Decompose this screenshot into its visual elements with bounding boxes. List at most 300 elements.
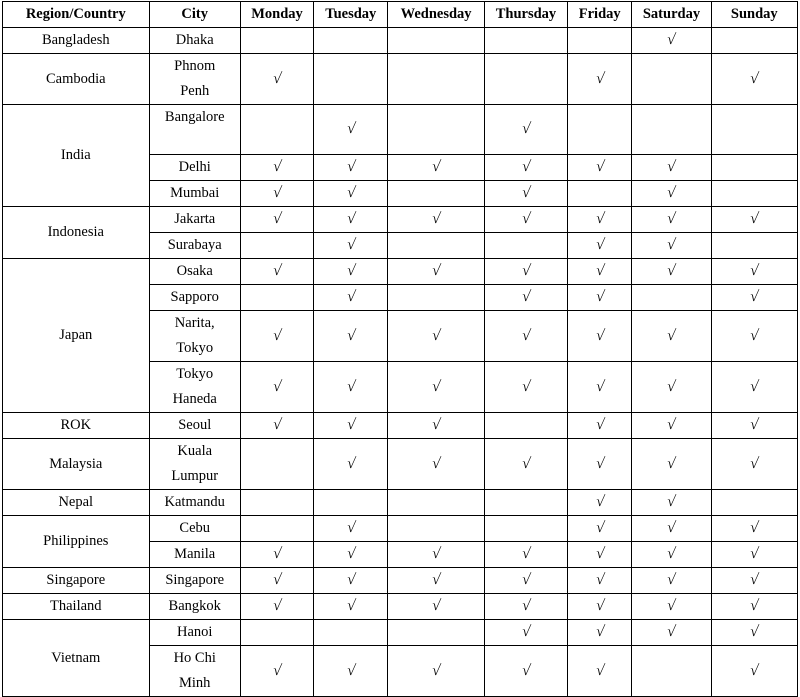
checkmark-icon: √ [520, 598, 532, 614]
day-cell-friday [568, 568, 632, 594]
day-cell-monday [240, 362, 313, 413]
day-cell-monday [240, 646, 313, 697]
city-name-line: Ho Chi [173, 650, 216, 666]
checkmark-icon: √ [271, 572, 283, 588]
day-cell-saturday [632, 233, 711, 259]
day-cell-tuesday [314, 516, 388, 542]
region-cell: Indonesia [3, 207, 150, 259]
checkmark-icon: √ [430, 598, 442, 614]
day-cell-saturday [632, 490, 711, 516]
day-cell-friday [568, 285, 632, 311]
checkmark-icon: √ [749, 520, 760, 536]
day-cell-sunday [711, 439, 797, 490]
day-cell-saturday [632, 155, 711, 181]
day-cell-thursday [484, 259, 567, 285]
city-name-line: Surabaya [167, 237, 222, 253]
checkmark-icon: √ [749, 211, 760, 227]
checkmark-icon: √ [345, 546, 357, 562]
table-row [3, 568, 798, 594]
region-cell: Thailand [3, 594, 150, 620]
city-name-line: Tokyo [176, 366, 214, 382]
day-cell-tuesday [314, 439, 388, 490]
checkmark-icon: √ [430, 572, 442, 588]
city-cell [149, 155, 240, 181]
table-row [3, 516, 798, 542]
checkmark-icon: √ [666, 378, 677, 395]
checkmark-icon: √ [271, 378, 283, 395]
day-cell-tuesday [314, 620, 388, 646]
day-cell-tuesday [314, 490, 388, 516]
checkmark-icon: √ [594, 289, 606, 305]
day-cell-monday [240, 311, 313, 362]
checkmark-icon: √ [749, 455, 760, 472]
city-name-line: Lumpur [171, 468, 219, 484]
day-cell-sunday [711, 362, 797, 413]
header-monday: Monday [240, 2, 313, 28]
day-cell-saturday [632, 516, 711, 542]
checkmark-icon: √ [594, 211, 606, 227]
city-name-line: Penh [180, 83, 210, 99]
checkmark-icon: √ [594, 662, 606, 679]
checkmark-icon: √ [345, 263, 357, 279]
day-cell-thursday [484, 542, 567, 568]
header-sunday: Sunday [711, 2, 797, 28]
table-body [3, 28, 798, 697]
day-cell-monday [240, 207, 313, 233]
day-cell-monday [240, 594, 313, 620]
day-cell-sunday [711, 155, 797, 181]
checkmark-icon: √ [430, 263, 442, 279]
day-cell-saturday [632, 646, 711, 697]
city-cell [149, 646, 240, 697]
day-cell-monday [240, 181, 313, 207]
city-cell [149, 413, 240, 439]
day-cell-thursday [484, 181, 567, 207]
checkmark-icon: √ [749, 624, 760, 640]
checkmark-icon: √ [345, 289, 357, 305]
checkmark-icon: √ [271, 159, 283, 175]
day-cell-tuesday [314, 181, 388, 207]
table-row [3, 620, 798, 646]
checkmark-icon: √ [520, 624, 532, 640]
table-row [3, 594, 798, 620]
checkmark-icon: √ [749, 289, 760, 305]
day-cell-saturday [632, 105, 711, 155]
checkmark-icon: √ [345, 662, 357, 679]
city-cell [149, 207, 240, 233]
city-name-line: Seoul [178, 417, 212, 433]
day-cell-monday [240, 568, 313, 594]
day-cell-sunday [711, 413, 797, 439]
city-cell [149, 105, 240, 155]
day-cell-wednesday [388, 646, 484, 697]
checkmark-icon: √ [749, 417, 760, 433]
day-cell-wednesday [388, 54, 484, 105]
checkmark-icon: √ [594, 455, 606, 472]
day-cell-tuesday [314, 542, 388, 568]
city-name-line: Dhaka [175, 32, 214, 48]
day-cell-sunday [711, 54, 797, 105]
day-cell-friday [568, 233, 632, 259]
checkmark-icon: √ [345, 417, 357, 433]
table-row [3, 54, 798, 105]
checkmark-icon: √ [666, 237, 677, 253]
header-thursday: Thursday [484, 2, 567, 28]
checkmark-icon: √ [520, 289, 532, 305]
flight-schedule-table [2, 1, 798, 697]
day-cell-monday [240, 439, 313, 490]
table-row [3, 207, 798, 233]
region-cell: Malaysia [3, 439, 150, 490]
city-name-line: Katmandu [164, 494, 225, 510]
day-cell-thursday [484, 568, 567, 594]
checkmark-icon: √ [271, 211, 283, 227]
city-name-line: Cebu [179, 520, 211, 536]
table-row [3, 413, 798, 439]
day-cell-wednesday [388, 439, 484, 490]
day-cell-wednesday [388, 233, 484, 259]
header-row [3, 2, 798, 28]
checkmark-icon: √ [749, 572, 760, 588]
day-cell-friday [568, 620, 632, 646]
checkmark-icon: √ [749, 70, 760, 87]
checkmark-icon: √ [594, 263, 606, 279]
day-cell-wednesday [388, 259, 484, 285]
day-cell-sunday [711, 490, 797, 516]
city-name-line: Narita, [174, 315, 215, 331]
day-cell-sunday [711, 181, 797, 207]
table-row [3, 259, 798, 285]
checkmark-icon: √ [520, 327, 532, 344]
header-saturday: Saturday [632, 2, 711, 28]
checkmark-icon: √ [666, 598, 677, 614]
day-cell-wednesday [388, 105, 484, 155]
day-cell-tuesday [314, 207, 388, 233]
city-name-line: Singapore [165, 572, 225, 588]
day-cell-sunday [711, 646, 797, 697]
checkmark-icon: √ [430, 211, 442, 227]
day-cell-tuesday [314, 285, 388, 311]
day-cell-sunday [711, 28, 797, 54]
city-name-line: Bangkok [168, 598, 221, 614]
checkmark-icon: √ [594, 598, 606, 614]
day-cell-thursday [484, 646, 567, 697]
checkmark-icon: √ [594, 520, 606, 536]
day-cell-tuesday [314, 594, 388, 620]
day-cell-wednesday [388, 568, 484, 594]
day-cell-saturday [632, 620, 711, 646]
checkmark-icon: √ [520, 121, 532, 137]
checkmark-icon: √ [749, 263, 760, 279]
day-cell-saturday [632, 285, 711, 311]
day-cell-friday [568, 207, 632, 233]
checkmark-icon: √ [520, 455, 532, 472]
city-cell [149, 28, 240, 54]
checkmark-icon: √ [666, 185, 677, 201]
checkmark-icon: √ [345, 211, 357, 227]
checkmark-icon: √ [594, 327, 606, 344]
day-cell-friday [568, 542, 632, 568]
day-cell-saturday [632, 362, 711, 413]
day-cell-saturday [632, 28, 711, 54]
day-cell-friday [568, 646, 632, 697]
day-cell-thursday [484, 439, 567, 490]
day-cell-friday [568, 181, 632, 207]
day-cell-sunday [711, 568, 797, 594]
day-cell-monday [240, 259, 313, 285]
city-name-line: Phnom [174, 58, 216, 74]
checkmark-icon: √ [520, 263, 532, 279]
table-row [3, 490, 798, 516]
checkmark-icon: √ [749, 598, 760, 614]
city-cell [149, 439, 240, 490]
day-cell-monday [240, 54, 313, 105]
day-cell-wednesday [388, 362, 484, 413]
city-name-line: Kuala [177, 443, 213, 459]
day-cell-saturday [632, 181, 711, 207]
day-cell-sunday [711, 542, 797, 568]
checkmark-icon: √ [430, 159, 442, 175]
checkmark-icon: √ [271, 417, 283, 433]
checkmark-icon: √ [520, 662, 532, 679]
city-name-line: Tokyo [176, 340, 214, 356]
day-cell-wednesday [388, 594, 484, 620]
city-name-line: Bangalore [164, 109, 225, 125]
checkmark-icon: √ [594, 417, 606, 433]
day-cell-wednesday [388, 285, 484, 311]
day-cell-thursday [484, 413, 567, 439]
day-cell-friday [568, 311, 632, 362]
day-cell-wednesday [388, 490, 484, 516]
day-cell-sunday [711, 620, 797, 646]
checkmark-icon: √ [520, 211, 532, 227]
day-cell-wednesday [388, 413, 484, 439]
checkmark-icon: √ [271, 185, 283, 201]
table-row [3, 28, 798, 54]
day-cell-thursday [484, 207, 567, 233]
checkmark-icon: √ [345, 159, 357, 175]
checkmark-icon: √ [666, 417, 677, 433]
day-cell-monday [240, 285, 313, 311]
region-cell: ROK [3, 413, 150, 439]
day-cell-saturday [632, 259, 711, 285]
checkmark-icon: √ [271, 70, 283, 87]
checkmark-icon: √ [666, 520, 677, 536]
checkmark-icon: √ [666, 211, 677, 227]
city-name-line: Osaka [176, 263, 213, 279]
checkmark-icon: √ [666, 327, 677, 344]
checkmark-icon: √ [271, 598, 283, 614]
checkmark-icon: √ [666, 494, 677, 510]
header-region: Region/Country [3, 2, 150, 28]
checkmark-icon: √ [594, 378, 606, 395]
day-cell-monday [240, 542, 313, 568]
day-cell-tuesday [314, 28, 388, 54]
checkmark-icon: √ [345, 455, 357, 472]
city-name-line: Manila [174, 546, 216, 562]
day-cell-saturday [632, 54, 711, 105]
checkmark-icon: √ [594, 70, 606, 87]
checkmark-icon: √ [430, 327, 442, 344]
day-cell-thursday [484, 155, 567, 181]
day-cell-sunday [711, 105, 797, 155]
day-cell-friday [568, 105, 632, 155]
city-name-line: Jakarta [174, 211, 216, 227]
day-cell-tuesday [314, 155, 388, 181]
checkmark-icon: √ [520, 159, 532, 175]
city-cell [149, 516, 240, 542]
day-cell-tuesday [314, 311, 388, 362]
checkmark-icon: √ [271, 327, 283, 344]
city-cell [149, 311, 240, 362]
day-cell-wednesday [388, 542, 484, 568]
day-cell-monday [240, 233, 313, 259]
day-cell-wednesday [388, 620, 484, 646]
day-cell-thursday [484, 233, 567, 259]
table-row [3, 105, 798, 155]
day-cell-thursday [484, 594, 567, 620]
day-cell-monday [240, 620, 313, 646]
checkmark-icon: √ [520, 378, 532, 395]
checkmark-icon: √ [749, 378, 760, 395]
region-cell: Philippines [3, 516, 150, 568]
day-cell-friday [568, 594, 632, 620]
checkmark-icon: √ [430, 417, 442, 433]
checkmark-icon: √ [666, 624, 677, 640]
day-cell-saturday [632, 439, 711, 490]
region-cell: Singapore [3, 568, 150, 594]
city-cell [149, 620, 240, 646]
city-cell [149, 362, 240, 413]
day-cell-friday [568, 362, 632, 413]
checkmark-icon: √ [345, 598, 357, 614]
day-cell-sunday [711, 259, 797, 285]
day-cell-monday [240, 155, 313, 181]
checkmark-icon: √ [749, 327, 760, 344]
day-cell-thursday [484, 105, 567, 155]
day-cell-sunday [711, 594, 797, 620]
checkmark-icon: √ [520, 572, 532, 588]
day-cell-friday [568, 490, 632, 516]
checkmark-icon: √ [345, 327, 357, 344]
day-cell-wednesday [388, 181, 484, 207]
checkmark-icon: √ [430, 455, 442, 472]
day-cell-monday [240, 516, 313, 542]
city-name-line: Mumbai [170, 185, 220, 201]
header-wednesday: Wednesday [388, 2, 484, 28]
city-name-line: Haneda [172, 391, 217, 407]
day-cell-thursday [484, 490, 567, 516]
region-cell: India [3, 105, 150, 207]
city-cell [149, 54, 240, 105]
checkmark-icon: √ [666, 159, 677, 175]
day-cell-sunday [711, 285, 797, 311]
day-cell-thursday [484, 54, 567, 105]
day-cell-friday [568, 439, 632, 490]
city-name-line: Minh [179, 675, 211, 691]
region-cell: Japan [3, 259, 150, 413]
day-cell-monday [240, 28, 313, 54]
day-cell-sunday [711, 516, 797, 542]
day-cell-saturday [632, 311, 711, 362]
day-cell-monday [240, 105, 313, 155]
checkmark-icon: √ [594, 237, 606, 253]
checkmark-icon: √ [749, 662, 760, 679]
day-cell-tuesday [314, 362, 388, 413]
day-cell-friday [568, 259, 632, 285]
day-cell-tuesday [314, 105, 388, 155]
day-cell-tuesday [314, 259, 388, 285]
header-tuesday: Tuesday [314, 2, 388, 28]
day-cell-tuesday [314, 233, 388, 259]
checkmark-icon: √ [345, 378, 357, 395]
day-cell-sunday [711, 207, 797, 233]
day-cell-thursday [484, 285, 567, 311]
day-cell-tuesday [314, 646, 388, 697]
day-cell-thursday [484, 362, 567, 413]
region-cell: Nepal [3, 490, 150, 516]
checkmark-icon: √ [594, 624, 606, 640]
day-cell-friday [568, 413, 632, 439]
city-cell [149, 285, 240, 311]
checkmark-icon: √ [345, 520, 357, 536]
day-cell-thursday [484, 28, 567, 54]
city-name-line: Sapporo [170, 289, 219, 305]
day-cell-saturday [632, 594, 711, 620]
city-cell [149, 181, 240, 207]
checkmark-icon: √ [430, 378, 442, 395]
checkmark-icon: √ [749, 546, 760, 562]
checkmark-icon: √ [345, 237, 357, 253]
day-cell-wednesday [388, 28, 484, 54]
day-cell-thursday [484, 516, 567, 542]
day-cell-wednesday [388, 516, 484, 542]
checkmark-icon: √ [594, 494, 606, 510]
checkmark-icon: √ [271, 662, 283, 679]
day-cell-monday [240, 413, 313, 439]
checkmark-icon: √ [271, 546, 283, 562]
table-row [3, 439, 798, 490]
city-cell [149, 259, 240, 285]
day-cell-friday [568, 516, 632, 542]
checkmark-icon: √ [520, 546, 532, 562]
day-cell-saturday [632, 542, 711, 568]
day-cell-sunday [711, 233, 797, 259]
day-cell-tuesday [314, 413, 388, 439]
day-cell-friday [568, 28, 632, 54]
checkmark-icon: √ [666, 32, 677, 48]
checkmark-icon: √ [666, 263, 677, 279]
checkmark-icon: √ [594, 159, 606, 175]
day-cell-saturday [632, 413, 711, 439]
checkmark-icon: √ [666, 572, 677, 588]
checkmark-icon: √ [666, 546, 677, 562]
day-cell-saturday [632, 568, 711, 594]
day-cell-friday [568, 155, 632, 181]
city-cell [149, 568, 240, 594]
day-cell-wednesday [388, 207, 484, 233]
city-name-line: Delhi [178, 159, 211, 175]
day-cell-saturday [632, 207, 711, 233]
checkmark-icon: √ [594, 572, 606, 588]
region-cell: Vietnam [3, 620, 150, 697]
checkmark-icon: √ [345, 121, 357, 137]
city-cell [149, 594, 240, 620]
day-cell-monday [240, 490, 313, 516]
header-city: City [149, 2, 240, 28]
day-cell-thursday [484, 311, 567, 362]
day-cell-wednesday [388, 311, 484, 362]
